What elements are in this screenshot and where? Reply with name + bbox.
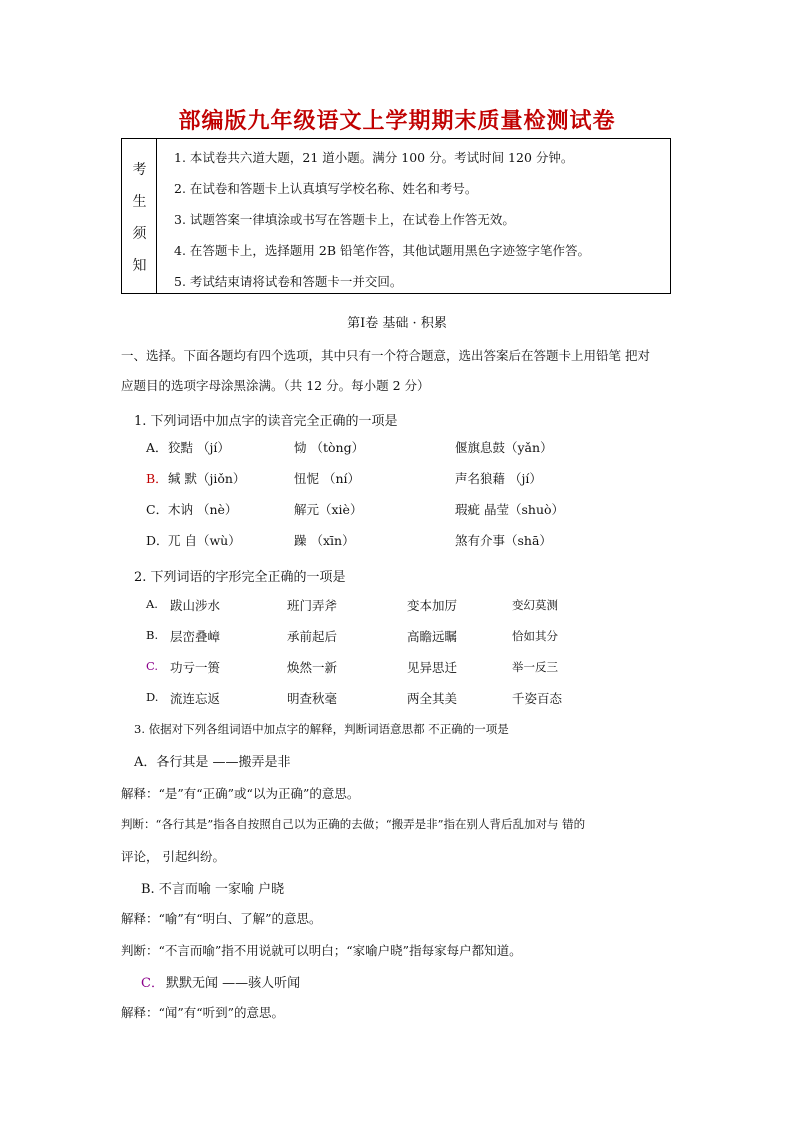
q1-option-text: 煞有介事（shā）	[455, 533, 552, 548]
q3-b-judgement: 判断：“不言而喻”指不用说就可以明白；“家喻户晓”指每家每户都知道。	[121, 943, 522, 958]
notice-side-char: 知	[132, 258, 147, 274]
q1-option-text: 缄 默（jiǒn）	[168, 471, 246, 486]
q2-word: 变本加厉	[407, 598, 458, 613]
notice-item: 2. 在试卷和答题卡上认真填写学校名称、姓名和考号。	[174, 181, 478, 196]
q2-word: 两全其美	[407, 691, 458, 706]
q3-c-explanation: 解释：“闻”有“听到”的意思。	[121, 1005, 285, 1020]
q3-option-c-label: C．	[141, 976, 164, 991]
q1-option-text: 兀 自（wù）	[168, 533, 241, 548]
q2-word: 班门弄斧	[287, 598, 338, 613]
q2-option-label: D.	[146, 690, 159, 704]
q3-option-a: A．各行其是 ——搬弄是非	[134, 755, 291, 770]
notice-item: 5. 考试结束请将试卷和答题卡一并交回。	[174, 274, 403, 289]
q1-option-text: 躁 （xīn）	[294, 533, 355, 548]
q2-word: 高瞻远瞩	[407, 629, 458, 644]
q2-word: 举一反三	[512, 660, 558, 674]
q3-option-c: 默默无闻 ——骇人听闻	[166, 976, 301, 991]
q1-option-text: 忸怩 （ní）	[294, 471, 361, 486]
q1-option-text: 解元（xiè）	[294, 502, 363, 517]
q1-option-label: D．	[146, 533, 169, 548]
q1-option-label: A．	[146, 440, 168, 455]
q2-word: 明查秋毫	[287, 691, 338, 706]
notice-side-char: 生	[132, 194, 147, 210]
q2-option-label: C.	[146, 659, 159, 673]
q2-option-label: A.	[146, 597, 158, 611]
notice-item: 4. 在答题卡上，选择题用 2B 铅笔作答，其他试题用黑色字迹签字笔作答。	[174, 243, 590, 258]
q3-a-explanation: 解释：“是”有“正确”或“以为正确”的意思。	[121, 786, 360, 801]
q3-option-b: B. 不言而喻 一家喻 户晓	[141, 882, 285, 897]
question-1-stem: 1. 下列词语中加点字的读音完全正确的一项是	[134, 414, 398, 429]
q2-word: 层峦叠嶂	[170, 629, 221, 644]
q1-option-label: B．	[146, 471, 168, 486]
q2-word: 千姿百态	[512, 691, 563, 706]
document-title: 部编版九年级语文上学期期末质量检测试卷	[178, 109, 616, 134]
q1-option-label: C．	[146, 502, 169, 517]
section-title: 第Ⅰ卷 基础 · 积累	[347, 316, 447, 331]
notice-side-char: 考	[132, 162, 147, 178]
q3-b-explanation: 解释：“喻”有“明白、了解”的意思。	[121, 911, 322, 926]
q1-option-text: 声名狼藉 （jí）	[455, 471, 542, 486]
q2-word: 见异思迁	[407, 660, 458, 675]
part1-instruction: 一、选择。下面各题均有四个选项，其中只有一个符合题意，选出答案后在答题卡上用铅笔 把对	[121, 348, 650, 363]
q2-option-label: B.	[146, 628, 159, 642]
notice-item: 1. 本试卷共六道大题，21 道小题。满分 100 分。考试时间 120 分钟。	[174, 150, 574, 165]
q2-word: 焕然一新	[287, 660, 338, 675]
question-3-stem: 3. 依据对下列各组词语中加点字的解释，判断词语意思都 不正确的一项是	[134, 722, 509, 736]
q2-word: 承前起后	[287, 629, 338, 644]
exam-notice-box	[121, 138, 671, 294]
q1-option-text: 偃旗息鼓（yǎn）	[455, 440, 553, 455]
q2-word: 流连忘返	[170, 691, 221, 706]
part1-instruction: 应题目的选项字母涂黑涂满。（共 12 分。每小题 2 分）	[121, 378, 430, 393]
q2-word: 跋山涉水	[170, 598, 221, 613]
q1-option-text: 瑕疵 晶莹（shuò）	[455, 502, 565, 517]
q2-word: 功亏一篑	[170, 660, 221, 675]
q1-option-text: 木讷 （nè）	[168, 502, 238, 517]
notice-item: 3. 试题答案一律填涂或书写在答题卡上，在试卷上作答无效。	[174, 212, 515, 227]
notice-side-char: 须	[132, 226, 147, 242]
question-2-stem: 2. 下列词语的字形完全正确的一项是	[134, 570, 346, 585]
q2-word: 恰如其分	[512, 629, 558, 643]
q2-word: 变幻莫测	[512, 598, 558, 612]
q1-option-text: 狡黠 （jí）	[168, 440, 230, 455]
q1-option-text: 恸 （tòng）	[294, 440, 365, 455]
notice-side-label	[122, 139, 157, 293]
q3-a-judgement: 评论， 引起纠纷。	[121, 849, 225, 864]
q3-a-judgement: 判断：“各行其是”指各自按照自己以为正确的去做；“搬弄是非”指在别人背后乱加对与 错的	[121, 817, 586, 831]
